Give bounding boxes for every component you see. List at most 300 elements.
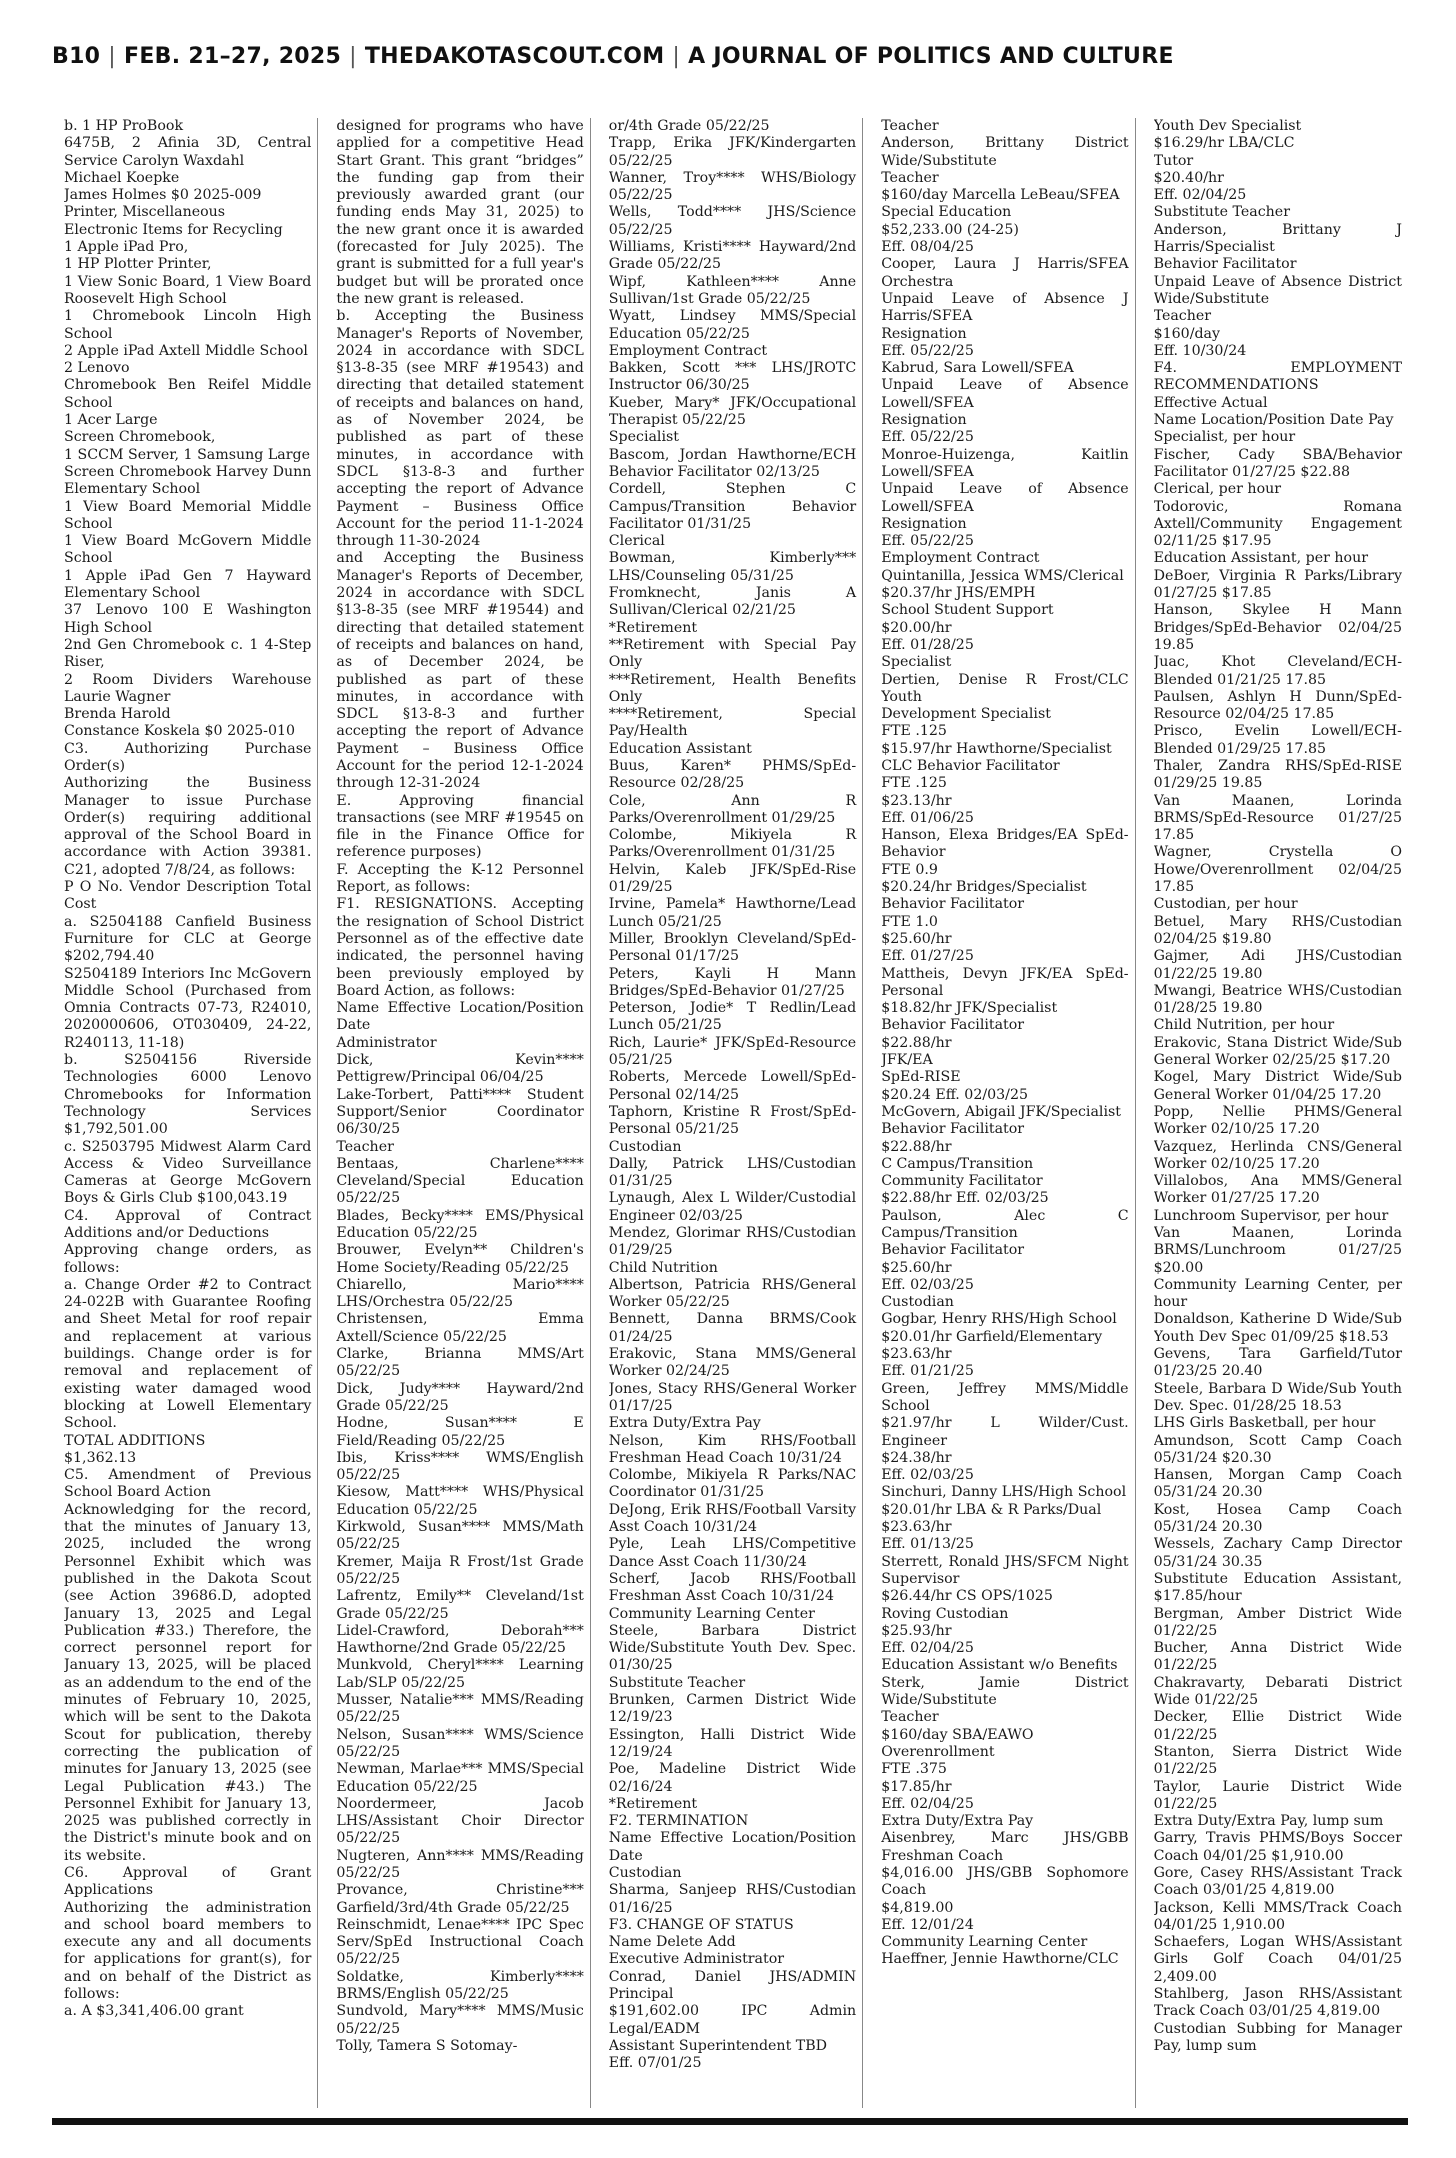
text-line: Youth Dev Specialist <box>1153 118 1302 134</box>
text-line: $23.63/hr <box>881 1519 952 1536</box>
text-line: Musser, Natalie*** MMS/Reading 05/22/25 <box>336 1692 584 1726</box>
text-line: Kabrud, Sara Lowell/SFEA <box>881 360 1074 377</box>
text-line: 2 Apple iPad Axtell Middle School <box>64 342 308 359</box>
text-line: Erakovic, Stana District Wide/Sub General Worker 02/25/25 $17.20 <box>1153 1034 1402 1069</box>
text-line: 1 View Sonic Board, 1 View Board Roosevelt High School <box>64 273 312 307</box>
text-line: Tolly, Tamera S Sotomay- <box>336 2037 518 2054</box>
text-line: $25.60/hr <box>881 930 952 947</box>
text-line: $160/day <box>1153 325 1221 342</box>
text-line: Lafrentz, Emily** Cleveland/1st Grade 05/22/25 <box>336 1588 584 1622</box>
text-line: Resignation <box>881 325 967 342</box>
text-line: 1 HP Plotter Printer, <box>64 256 212 273</box>
text-line: a. Change Order #2 to Contract 24-022B with Guarantee Roofing and Sheet Metal for roof repair and replacement at various buildings. Change order is for removal and replacement of existing water damaged wood blocking at Lowell Elementary School. <box>64 1276 312 1432</box>
text-line: FTE 0.9 <box>881 861 938 878</box>
text-line: Bentaas, Charlene**** Cleveland/Special Education 05/22/25 <box>336 1155 584 1207</box>
text-line: $4,016.00 JHS/GBB Sophomore Coach <box>881 1864 1129 1899</box>
text-line: FTE 1.0 <box>881 913 938 930</box>
text-line: Thaler, Zandra RHS/SpEd-RISE 01/29/25 19.85 <box>1153 757 1402 792</box>
text-line: Noordermeer, Jacob LHS/Assistant Choir Director 05/22/25 <box>336 1795 584 1847</box>
text-line: Custodian Subbing for Manager Pay, lump sum <box>1153 2020 1402 2054</box>
text-line: Specialist <box>608 429 679 446</box>
text-line: $4,819.00 <box>881 1899 954 1916</box>
text-line: SpEd-RISE <box>881 1069 961 1086</box>
text-line: Behavior Facilitator <box>1153 256 1297 273</box>
text-line: Taylor, Laurie District Wide 01/22/25 <box>1153 1778 1402 1812</box>
text-line: Overenrollment <box>881 1743 995 1760</box>
text-line: Albertson, Patricia RHS/General Worker 05/22/25 <box>608 1276 857 1311</box>
text-line: Peters, Kayli H Mann Bridges/SpEd-Behavior 01/27/25 <box>608 965 857 999</box>
text-line: Unpaid Leave of Absence J Harris/SFEA <box>881 290 1129 325</box>
text-line: Hanson, Elexa Bridges/EA SpEd-Behavior <box>881 827 1129 861</box>
text-line: Stahlberg, Jason RHS/Assistant Track Coach 03/01/25 4,819.00 <box>1153 1986 1402 2020</box>
text-line: Buus, Karen* PHMS/SpEd-Resource 02/28/25 <box>608 757 857 792</box>
publication-tagline: A JOURNAL OF POLITICS AND CULTURE <box>688 44 1174 69</box>
text-line: *Retirement <box>608 1795 698 1812</box>
text-line: Helvin, Kaleb JFK/SpEd-Rise 01/29/25 <box>608 861 857 896</box>
text-line: Nelson, Kim RHS/Football Freshman Head Coach 10/31/24 <box>608 1432 857 1466</box>
text-line: Executive Administrator <box>608 1951 785 1968</box>
text-line: JFK/EA <box>881 1052 933 1069</box>
text-line: Bowman, Kimberly*** LHS/Counseling 05/31/25 <box>608 550 857 584</box>
text-line: *Retirement <box>608 619 698 636</box>
text-line: Cordell, Stephen C Campus/Transition Behavior Facilitator 01/31/25 <box>608 481 857 532</box>
text-line: DeJong, Erik RHS/Football Varsity Asst Coach 10/31/24 <box>608 1501 857 1536</box>
text-line: CLC Behavior Facilitator <box>881 757 1060 774</box>
text-line: Education Assistant <box>608 740 752 757</box>
text-line: $1,362.13 <box>64 1449 137 1466</box>
text-line: Lake-Torbert, Patti**** Student Support/Senior Coordinator 06/30/25 <box>336 1086 584 1138</box>
text-line: Clerical <box>608 533 665 550</box>
text-line: Todorovic, Romana Axtell/Community Engagement 02/11/25 $17.95 <box>1153 498 1402 550</box>
text-line: Wagner, Crystella O Howe/Overenrollment 02/04/25 17.85 <box>1153 844 1402 896</box>
text-line: 2 Lenovo <box>64 360 130 377</box>
text-line: Scherf, Jacob RHS/Football Freshman Asst Coach 10/31/24 <box>608 1570 857 1605</box>
text-line: 1 Apple iPad Pro, <box>64 239 189 256</box>
text-line: Name Location/Position Date Pay <box>1153 412 1394 429</box>
text-line: Sinchuri, Danny LHS/High School <box>881 1484 1127 1501</box>
text-line: Eff. 01/28/25 <box>881 636 974 653</box>
text-line: Monroe-Huizenga, Kaitlin Lowell/SFEA <box>881 446 1129 480</box>
text-line: $20.01/hr LBA & R Parks/Dual <box>881 1501 1102 1518</box>
text-line: Newman, Marlae*** MMS/Special Education 05/22/25 <box>336 1761 584 1795</box>
text-line: LHS Girls Basketball, per hour <box>1153 1415 1376 1432</box>
text-line: DeBoer, Virginia R Parks/Library 01/27/25 $17.85 <box>1153 567 1402 602</box>
text-line: Eff. 08/04/25 <box>881 239 974 256</box>
text-line: **Retirement with Special Pay Only <box>608 636 857 671</box>
text-line: Community Learning Center, per hour <box>1153 1276 1402 1311</box>
text-line: Behavior Facilitator <box>881 1121 1025 1138</box>
text-line: $16.29/hr LBA/CLC <box>1153 135 1295 152</box>
text-line: Miller, Brooklyn Cleveland/SpEd-Personal 01/17/25 <box>608 930 857 965</box>
text-line: a. A $3,341,406.00 grant <box>64 2003 244 2020</box>
text-line: $18.82/hr JFK/Specialist <box>881 1000 1058 1017</box>
text-line: Eff. 10/30/24 <box>1153 342 1247 359</box>
text-line: Unpaid Leave of Absence Lowell/SFEA <box>881 377 1129 411</box>
text-line: Lidel-Crawford, Deborah*** Hawthorne/2nd Grade 05/22/25 <box>336 1622 584 1657</box>
text-line: Roberts, Mercede Lowell/SpEd-Personal 02/14/25 <box>608 1069 857 1103</box>
text-line: Eff. 05/22/25 <box>881 429 974 446</box>
text-line: Bascom, Jordan Hawthorne/ECH Behavior Facilitator 02/13/25 <box>608 446 857 480</box>
text-line: Kirkwold, Susan**** MMS/Math 05/22/25 <box>336 1519 584 1553</box>
text-line: Authorizing the Business Manager to issue Purchase Order(s) requiring additional approval of the School Board in accordance with Action 39381. C21, adopted 7/8/24, as follows: <box>64 775 312 878</box>
website-link[interactable]: THEDAKOTASCOUT.COM <box>364 44 665 69</box>
text-line: Brunken, Carmen District Wide 12/19/23 <box>608 1692 857 1726</box>
text-line: Administrator <box>336 1034 437 1051</box>
text-line: Reinschmidt, Lenae**** IPC Spec Serv/SpEd Instructional Coach 05/22/25 <box>336 1916 584 1968</box>
text-line: Roving Custodian <box>881 1605 1009 1622</box>
text-line: Resignation <box>881 515 967 532</box>
text-line: 1 Apple iPad Gen 7 Hayward Elementary School <box>64 567 312 602</box>
text-line: Kremer, Maija R Frost/1st Grade 05/22/25 <box>336 1553 584 1587</box>
text-line: Nelson, Susan**** WMS/Science 05/22/25 <box>336 1726 584 1760</box>
text-line: C3. Authorizing Purchase Order(s) <box>64 740 312 774</box>
text-line: F4. EMPLOYMENT RECOMMENDATIONS <box>1153 360 1402 394</box>
text-line: FTE .125 <box>881 775 947 792</box>
text-line: C Campus/Transition <box>881 1155 1034 1172</box>
text-line: Bakken, Scott *** LHS/JROTC Instructor 06/30/25 <box>608 360 857 394</box>
text-line: Extra Duty/Extra Pay, lump sum <box>1153 1813 1384 1830</box>
text-line: Eff. 05/22/25 <box>881 533 974 550</box>
text-line: Custodian <box>608 1864 682 1881</box>
text-line: Unpaid Leave of Absence Lowell/SFEA <box>881 481 1129 515</box>
text-line: Eff. 02/03/25 <box>881 1276 974 1293</box>
text-line: Eff. 12/01/24 <box>881 1916 974 1933</box>
text-line: Provance, Christine*** Garfield/3rd/4th Grade 05/22/25 <box>336 1882 584 1916</box>
text-line: F. Accepting the K-12 Personnel Report, as follows: <box>336 861 584 896</box>
text-line: E. Approving financial transactions (see MRF #19545 on file in the Finance Office for reference purposes) <box>336 792 584 861</box>
text-line: $22.88/hr Eff. 02/03/25 <box>881 1190 1049 1207</box>
text-line: Paulsen, Ashlyn H Dunn/SpEd-Resource 02/04/25 17.85 <box>1153 688 1402 723</box>
header-separator: | <box>108 44 117 69</box>
text-line: Aisenbrey, Marc JHS/GBB Freshman Coach <box>881 1830 1129 1864</box>
text-line: Employment Contract <box>608 342 768 359</box>
text-line: Teacher <box>881 1709 939 1726</box>
text-line: Essington, Halli District Wide 12/19/24 <box>608 1726 857 1760</box>
text-line: Eff. 05/22/25 <box>881 342 974 359</box>
text-column-5 <box>1154 118 1408 2108</box>
text-line: Van Maanen, Lorinda BRMS/SpEd-Resource 01/27/25 17.85 <box>1153 792 1402 844</box>
text-line: Amundson, Scott Camp Coach 05/31/24 $20.30 <box>1153 1432 1402 1466</box>
text-line: Development Specialist <box>881 706 1051 723</box>
text-line: Taphorn, Kristine R Frost/SpEd-Personal 05/21/25 <box>608 1103 857 1138</box>
text-line: Wyatt, Lindsey MMS/Special Education 05/22/25 <box>608 308 857 342</box>
text-line: $25.93/hr <box>881 1622 952 1639</box>
text-column-2 <box>336 118 590 2108</box>
text-line: C6. Approval of Grant Applications <box>64 1864 312 1899</box>
text-line: Eff. 02/04/25 <box>881 1795 974 1812</box>
text-line: a. S2504188 Canfield Business Furniture for CLC at George $202,794.40 <box>64 913 312 965</box>
text-line: Name Effective Location/Position Date <box>608 1830 857 1864</box>
text-line: Authorizing the administration and school board members to execute any and all documents for applications for grant(s), for and on behalf of the District as follows: <box>64 1899 312 2003</box>
text-line: Mwangi, Beatrice WHS/Custodian 01/28/25 19.80 <box>1153 982 1402 1017</box>
text-line: Specialist <box>881 654 952 671</box>
text-line: Poe, Madeline District Wide 02/16/24 <box>608 1761 857 1795</box>
text-line: Assistant Superintendent TBD <box>608 2037 828 2054</box>
text-line: 6475B, 2 Afinia 3D, Central Service Carolyn Waxdahl <box>64 135 312 169</box>
text-line: Teacher <box>336 1138 394 1155</box>
text-line: FTE .375 <box>881 1761 947 1778</box>
text-line: Bucher, Anna District Wide 01/22/25 <box>1153 1640 1402 1674</box>
text-line: Wipf, Kathleen**** Anne Sullivan/1st Grade 05/22/25 <box>608 273 857 307</box>
text-line: Extra Duty/Extra Pay <box>608 1415 761 1432</box>
text-line: and Accepting the Business Manager's Reports of December, 2024 in accordance with SDCL §13-8-35 (see MRF #19544) and directing that detailed statement of receipts and balances on hand, as of December 2024, be published as part of these minutes, in accordance with SDCL §13-8-3 and further accepting the report of Advance Payment – Business Office Account for the period 12-1-2024 through 12-31-2024 <box>336 550 584 792</box>
text-line: Eff. 02/03/25 <box>881 1467 974 1484</box>
text-line: Erakovic, Stana MMS/General Worker 02/24/25 <box>608 1346 857 1380</box>
text-line: Name Effective Location/Position Date <box>336 1000 584 1034</box>
text-line: Ibis, Kriss**** WMS/English 05/22/25 <box>336 1449 584 1484</box>
text-line: b. S2504156 Riverside Technologies 6000 Lenovo Chromebooks for Information Technology Services $1,792,501.00 <box>64 1052 312 1138</box>
text-line: Green, Jeffrey MMS/Middle School <box>881 1380 1129 1414</box>
text-line: $20.24/hr Bridges/Specialist <box>881 879 1087 896</box>
text-line: Brenda Harold <box>64 706 171 723</box>
text-line: ***Retirement, Health Benefits Only <box>608 671 857 705</box>
text-line: Screen Chromebook, <box>64 429 216 446</box>
text-line: $25.60/hr <box>881 1259 952 1276</box>
text-line: Soldatke, Kimberly**** BRMS/English 05/22/25 <box>336 1968 584 2003</box>
text-line: Child Nutrition, per hour <box>1153 1017 1335 1034</box>
text-line: Michael Koepke <box>64 169 180 186</box>
text-line: designed for programs who have applied for a competitive Head Start Grant. This grant “bridges” the funding gap from their previously awarded grant (our funding ends May 31, 2025) to the new grant once it is awarded (forecasted for July 2025). The grant is submitted for a full year's budget but will be prorated once the new grant is released. <box>336 118 584 307</box>
text-line: Chromebook Ben Reifel Middle School <box>64 377 312 411</box>
text-line: Clerical, per hour <box>1153 481 1282 498</box>
text-line: Quintanilla, Jessica WMS/Clerical <box>881 567 1124 584</box>
text-line: Pyle, Leah LHS/Competitive Dance Asst Coach 11/30/24 <box>608 1536 857 1570</box>
text-line: C4. Approval of Contract Additions and/or Deductions <box>64 1207 312 1241</box>
text-line: Prisco, Evelin Lowell/ECH-Blended 01/29/25 17.85 <box>1153 723 1402 757</box>
text-line: Acknowledging for the record, that the minutes of January 13, 2025, included the wrong Personnel Exhibit which was published in the Dakota Scout (see Action 39686.D, adopted January 13, 2025 and Legal Publication #33.) Therefore, the correct personnel report for January 13, 2025, will be placed as an addendum to the end of the minutes of February 10, 2025, which will be sent to the Dakota Scout for publication, thereby correcting the publication of minutes for January 13, 2025 (see Legal Publication #43.) The Personnel Exhibit for January 13, 2025 was published correctly in the District's minute book and on its website. <box>64 1501 312 1864</box>
text-line: F3. CHANGE OF STATUS <box>608 1916 794 1933</box>
text-line: Resignation <box>881 412 967 429</box>
text-line: $20.24 Eff. 02/03/25 <box>881 1086 1029 1103</box>
text-line: $23.13/hr <box>881 792 952 809</box>
text-line: Substitute Teacher <box>608 1674 746 1691</box>
text-line: Colombe, Mikiyela R Parks/Overenrollment 01/31/25 <box>608 827 857 861</box>
text-line: Hansen, Morgan Camp Coach 05/31/24 20.30 <box>1153 1467 1402 1501</box>
text-line: Eff. 01/06/25 <box>881 809 974 826</box>
text-line: Bennett, Danna BRMS/Cook 01/24/25 <box>608 1311 857 1345</box>
issue-date: FEB. 21–27, 2025 <box>124 44 342 69</box>
text-line: Anderson, Brittany J Harris/Specialist <box>1153 221 1402 256</box>
text-line: Conrad, Daniel JHS/ADMIN Principal <box>608 1968 857 2003</box>
text-line: Fromknecht, Janis A Sullivan/Clerical 02/21/25 <box>608 585 857 619</box>
text-line: $52,233.00 (24-25) <box>881 221 1019 238</box>
text-line: 1 Acer Large <box>64 412 158 429</box>
text-line: Irvine, Pamela* Hawthorne/Lead Lunch 05/21/25 <box>608 896 857 930</box>
text-line: Community Learning Center <box>881 1934 1088 1951</box>
text-line: Paulson, Alec C Campus/Transition <box>881 1207 1129 1241</box>
text-line: F2. TERMINATION <box>608 1813 749 1830</box>
text-line: Kost, Hosea Camp Coach 05/31/24 20.30 <box>1153 1501 1402 1536</box>
text-line: Peterson, Jodie* T Redlin/Lead Lunch 05/21/25 <box>608 1000 857 1034</box>
text-line: Eff. 02/04/25 <box>1153 187 1247 204</box>
text-line: Garry, Travis PHMS/Boys Soccer Coach 04/01/25 $1,910.00 <box>1153 1830 1402 1864</box>
text-line: $160/day SBA/EAWO <box>881 1726 1034 1743</box>
text-line: Custodian, per hour <box>1153 896 1298 913</box>
text-line: Custodian <box>608 1138 682 1155</box>
text-line: Extra Duty/Extra Pay <box>881 1813 1034 1830</box>
text-line: $22.88/hr <box>881 1138 952 1155</box>
text-line: Decker, Ellie District Wide 01/22/25 <box>1153 1709 1402 1743</box>
text-line: Wells, Todd**** JHS/Science 05/22/25 <box>608 204 857 238</box>
text-line: Colombe, Mikiyela R Parks/NAC Coordinator 01/31/25 <box>608 1467 857 1501</box>
header-separator: | <box>349 44 357 69</box>
text-line: Van Maanen, Lorinda BRMS/Lunchroom 01/27/25 $20.00 <box>1153 1225 1402 1276</box>
text-line: $21.97/hr L Wilder/Cust. Engineer <box>881 1415 1129 1449</box>
text-line: Haeffner, Jennie Hawthorne/CLC <box>881 1951 1119 1968</box>
text-line: Community Facilitator <box>881 1173 1043 1190</box>
text-line: $24.38/hr <box>881 1449 952 1466</box>
text-line: Betuel, Mary RHS/Custodian 02/04/25 $19.80 <box>1153 913 1402 947</box>
text-line: Anderson, Brittany District Wide/Substitute <box>881 135 1129 169</box>
text-line: Approving change orders, as follows: <box>64 1242 312 1276</box>
text-line: Electronic Items for Recycling <box>64 221 283 238</box>
text-line: Nugteren, Ann**** MMS/Reading 05/22/25 <box>336 1847 584 1881</box>
header-separator: | <box>672 44 681 69</box>
page-header <box>52 44 1174 69</box>
text-line: 1 Chromebook Lincoln High School <box>64 308 312 342</box>
text-line: Jones, Stacy RHS/General Worker 01/17/25 <box>608 1380 857 1414</box>
text-line: Wanner, Troy**** WHS/Biology 05/22/25 <box>608 169 857 204</box>
text-line: $20.01/hr Garfield/Elementary <box>881 1328 1103 1345</box>
article-columns <box>64 118 1408 2108</box>
text-line: Constance Koskela $0 2025-010 <box>64 723 296 740</box>
text-column-3 <box>609 118 863 2108</box>
text-line: Kogel, Mary District Wide/Sub General Worker 01/04/25 17.20 <box>1153 1069 1402 1103</box>
text-line: $20.00/hr <box>881 619 952 636</box>
text-line: Mendez, Glorimar RHS/Custodian 01/29/25 <box>608 1225 857 1259</box>
text-line: Hodne, Susan**** E Field/Reading 05/22/25 <box>336 1415 584 1449</box>
text-line: Sundvold, Mary**** MMS/Music 05/22/25 <box>336 2003 584 2037</box>
text-line: Printer, Miscellaneous <box>64 204 226 221</box>
text-line: Villalobos, Ana MMS/General Worker 01/27/25 17.20 <box>1153 1173 1402 1207</box>
text-line: $23.63/hr <box>881 1346 952 1363</box>
text-line: Jackson, Kelli MMS/Track Coach 04/01/25 1,910.00 <box>1153 1899 1402 1933</box>
text-line: Education Assistant, per hour <box>1153 550 1369 567</box>
text-line: Cole, Ann R Parks/Overenrollment 01/29/25 <box>608 792 857 826</box>
text-line: c. S2503795 Midwest Alarm Card Access & Video Surveillance Cameras at George McGovern Boys & Girls Club $100,043.19 <box>64 1138 312 1207</box>
text-line: McGovern, Abigail JFK/Specialist <box>881 1103 1121 1120</box>
text-line: Employment Contract <box>881 550 1040 567</box>
text-line: Sharma, Sanjeep RHS/Custodian 01/16/25 <box>608 1882 857 1916</box>
text-line: 1 SCCM Server, 1 Samsung Large <box>64 446 311 463</box>
text-line: Education Assistant w/o Benefits <box>881 1657 1118 1674</box>
text-line: Blades, Becky**** EMS/Physical Education 05/22/25 <box>336 1207 584 1241</box>
text-line: Chiarello, Mario**** LHS/Orchestra 05/22/25 <box>336 1276 584 1311</box>
text-line: $20.40/hr <box>1153 169 1224 186</box>
text-line: Special Education <box>881 204 1012 221</box>
text-line: Child Nutrition <box>608 1259 718 1276</box>
text-line: Brouwer, Evelyn** Children's Home Society/Reading 05/22/25 <box>336 1242 584 1276</box>
text-line: b. 1 HP ProBook <box>64 118 184 134</box>
text-line: Community Learning Center <box>608 1605 815 1622</box>
text-line: Specialist, per hour <box>1153 429 1296 446</box>
text-line: Munkvold, Cheryl**** Learning Lab/SLP 05/22/25 <box>336 1657 584 1691</box>
bottom-rule <box>52 2118 1408 2125</box>
text-line: Mattheis, Devyn JFK/EA SpEd-Personal <box>881 965 1129 999</box>
text-line: b. Accepting the Business Manager's Reports of November, 2024 in accordance with SDCL §13-8-35 (see MRF #19543) and directing that detailed statement of receipts and balances on hand, as of November 2024, be published as part of these minutes, in accordance with SDCL §13-8-3 and further accepting the report of Advance Payment – Business Office Account for the period 11-1-2024 through 11-30-2024 <box>336 308 584 550</box>
text-line: Stanton, Sierra District Wide 01/22/25 <box>1153 1743 1402 1778</box>
text-line: Vazquez, Herlinda CNS/General Worker 02/10/25 17.20 <box>1153 1138 1402 1172</box>
text-line: Eff. 01/27/25 <box>881 948 974 965</box>
text-line: Eff. 07/01/25 <box>608 2055 702 2072</box>
text-line: 2 Room Dividers Warehouse Laurie Wagner <box>64 671 312 705</box>
text-line: Dick, Kevin**** Pettigrew/Principal 06/04/25 <box>336 1052 584 1086</box>
text-line: $191,602.00 IPC Admin Legal/EADM <box>608 2003 857 2037</box>
text-line: F1. RESIGNATIONS. Accepting the resignation of School District Personnel as of the effective date indicated, the personnel having been previously employed by Board Action, as follows: <box>336 896 584 999</box>
text-line: James Holmes $0 2025-009 <box>64 187 262 204</box>
text-line: P O No. Vendor Description Total Cost <box>64 879 312 913</box>
text-line: Gajmer, Adi JHS/Custodian 01/22/25 19.80 <box>1153 948 1402 982</box>
text-line: Hanson, Skylee H Mann Bridges/SpEd-Behavior 02/04/25 19.85 <box>1153 602 1402 653</box>
text-line: Chakravarty, Debarati District Wide 01/22/25 <box>1153 1674 1402 1709</box>
text-line: Juac, Khot Cleveland/ECH-Blended 01/21/25 17.85 <box>1153 654 1402 688</box>
text-line: Eff. 01/21/25 <box>881 1363 974 1380</box>
text-line: Substitute Education Assistant, $17.85/hour <box>1153 1570 1402 1605</box>
text-column-4 <box>881 118 1135 2108</box>
text-line: Screen Chromebook Harvey Dunn Elementary School <box>64 463 312 498</box>
text-line: S2504189 Interiors Inc McGovern Middle School (Purchased from Omnia Contracts 07-73, R24010, 2020000606, OT030409, 24-22, R240113, 11-18) <box>64 965 312 1051</box>
text-line: Steele, Barbara District Wide/Substitute Youth Dev. Spec. 01/30/25 <box>608 1622 857 1674</box>
text-line: Gevens, Tara Garfield/Tutor 01/23/25 20.40 <box>1153 1346 1402 1380</box>
text-line: Dertien, Denise R Frost/CLC Youth <box>881 671 1129 705</box>
text-line: Name Delete Add <box>608 1934 736 1951</box>
text-line: ****Retirement, Special Pay/Health <box>608 706 857 740</box>
text-line: Unpaid Leave of Absence District Wide/Substitute <box>1153 273 1402 307</box>
text-line: Wessels, Zachary Camp Director 05/31/24 30.35 <box>1153 1536 1402 1570</box>
text-line: Bergman, Amber District Wide 01/22/25 <box>1153 1605 1402 1639</box>
text-line: Steele, Barbara D Wide/Sub Youth Dev. Spec. 01/28/25 18.53 <box>1153 1380 1402 1414</box>
page-number: B10 <box>52 44 101 69</box>
text-line: C5. Amendment of Previous School Board Action <box>64 1467 312 1501</box>
text-line: Gogbar, Henry RHS/High School <box>881 1311 1117 1328</box>
text-line: 37 Lenovo 100 E Washington High School <box>64 602 312 636</box>
text-line: 1 View Board McGovern Middle School <box>64 533 312 567</box>
text-line: TOTAL ADDITIONS <box>64 1432 206 1449</box>
text-line: Lynaugh, Alex L Wilder/Custodial Engineer 02/03/25 <box>608 1190 857 1224</box>
text-line: Cooper, Laura J Harris/SFEA Orchestra <box>881 256 1129 290</box>
text-line: Sterk, Jamie District Wide/Substitute <box>881 1674 1129 1709</box>
text-line: $26.44/hr CS OPS/1025 <box>881 1588 1053 1605</box>
text-line: Christensen, Emma Axtell/Science 05/22/25 <box>336 1311 584 1345</box>
text-line: Kueber, Mary* JFK/Occupational Therapist 05/22/25 <box>608 394 857 429</box>
text-line: Effective Actual <box>1153 394 1268 411</box>
text-line: FTE .125 <box>881 723 947 740</box>
text-line: Fischer, Cady SBA/Behavior Facilitator 01/27/25 $22.88 <box>1153 446 1402 480</box>
text-line: Eff. 02/04/25 <box>881 1640 974 1657</box>
text-line: Trapp, Erika JFK/Kindergarten 05/22/25 <box>608 135 857 169</box>
text-line: 1 View Board Memorial Middle School <box>64 498 312 532</box>
text-line: Gore, Casey RHS/Assistant Track Coach 03/01/25 4,819.00 <box>1153 1864 1402 1899</box>
text-line: Behavior Facilitator <box>881 1017 1025 1034</box>
text-line: $22.88/hr <box>881 1034 952 1051</box>
text-line: $15.97/hr Hawthorne/Specialist <box>881 740 1112 757</box>
text-line: Schaefers, Logan WHS/Assistant Girls Golf Coach 04/01/25 2,409.00 <box>1153 1934 1402 1985</box>
text-line: Williams, Kristi**** Hayward/2nd Grade 05/22/25 <box>608 239 857 273</box>
text-line: Custodian <box>881 1294 954 1311</box>
text-line: Eff. 01/13/25 <box>881 1536 974 1553</box>
text-line: Teacher <box>881 118 939 134</box>
text-line: Sterrett, Ronald JHS/SFCM Night Supervisor <box>881 1553 1129 1587</box>
text-line: School Student Support <box>881 602 1054 619</box>
text-line: Behavior Facilitator <box>881 896 1025 913</box>
text-line: or/4th Grade 05/22/25 <box>608 118 770 134</box>
text-line: $17.85/hr <box>881 1778 952 1795</box>
text-line: Donaldson, Katherine D Wide/Sub Youth Dev Spec 01/09/25 $18.53 <box>1153 1311 1402 1345</box>
text-line: Rich, Laurie* JFK/SpEd-Resource 05/21/25 <box>608 1034 857 1069</box>
text-line: $160/day Marcella LeBeau/SFEA <box>881 187 1120 204</box>
text-line: Dick, Judy**** Hayward/2nd Grade 05/22/25 <box>336 1380 584 1414</box>
text-line: Substitute Teacher <box>1153 204 1290 221</box>
